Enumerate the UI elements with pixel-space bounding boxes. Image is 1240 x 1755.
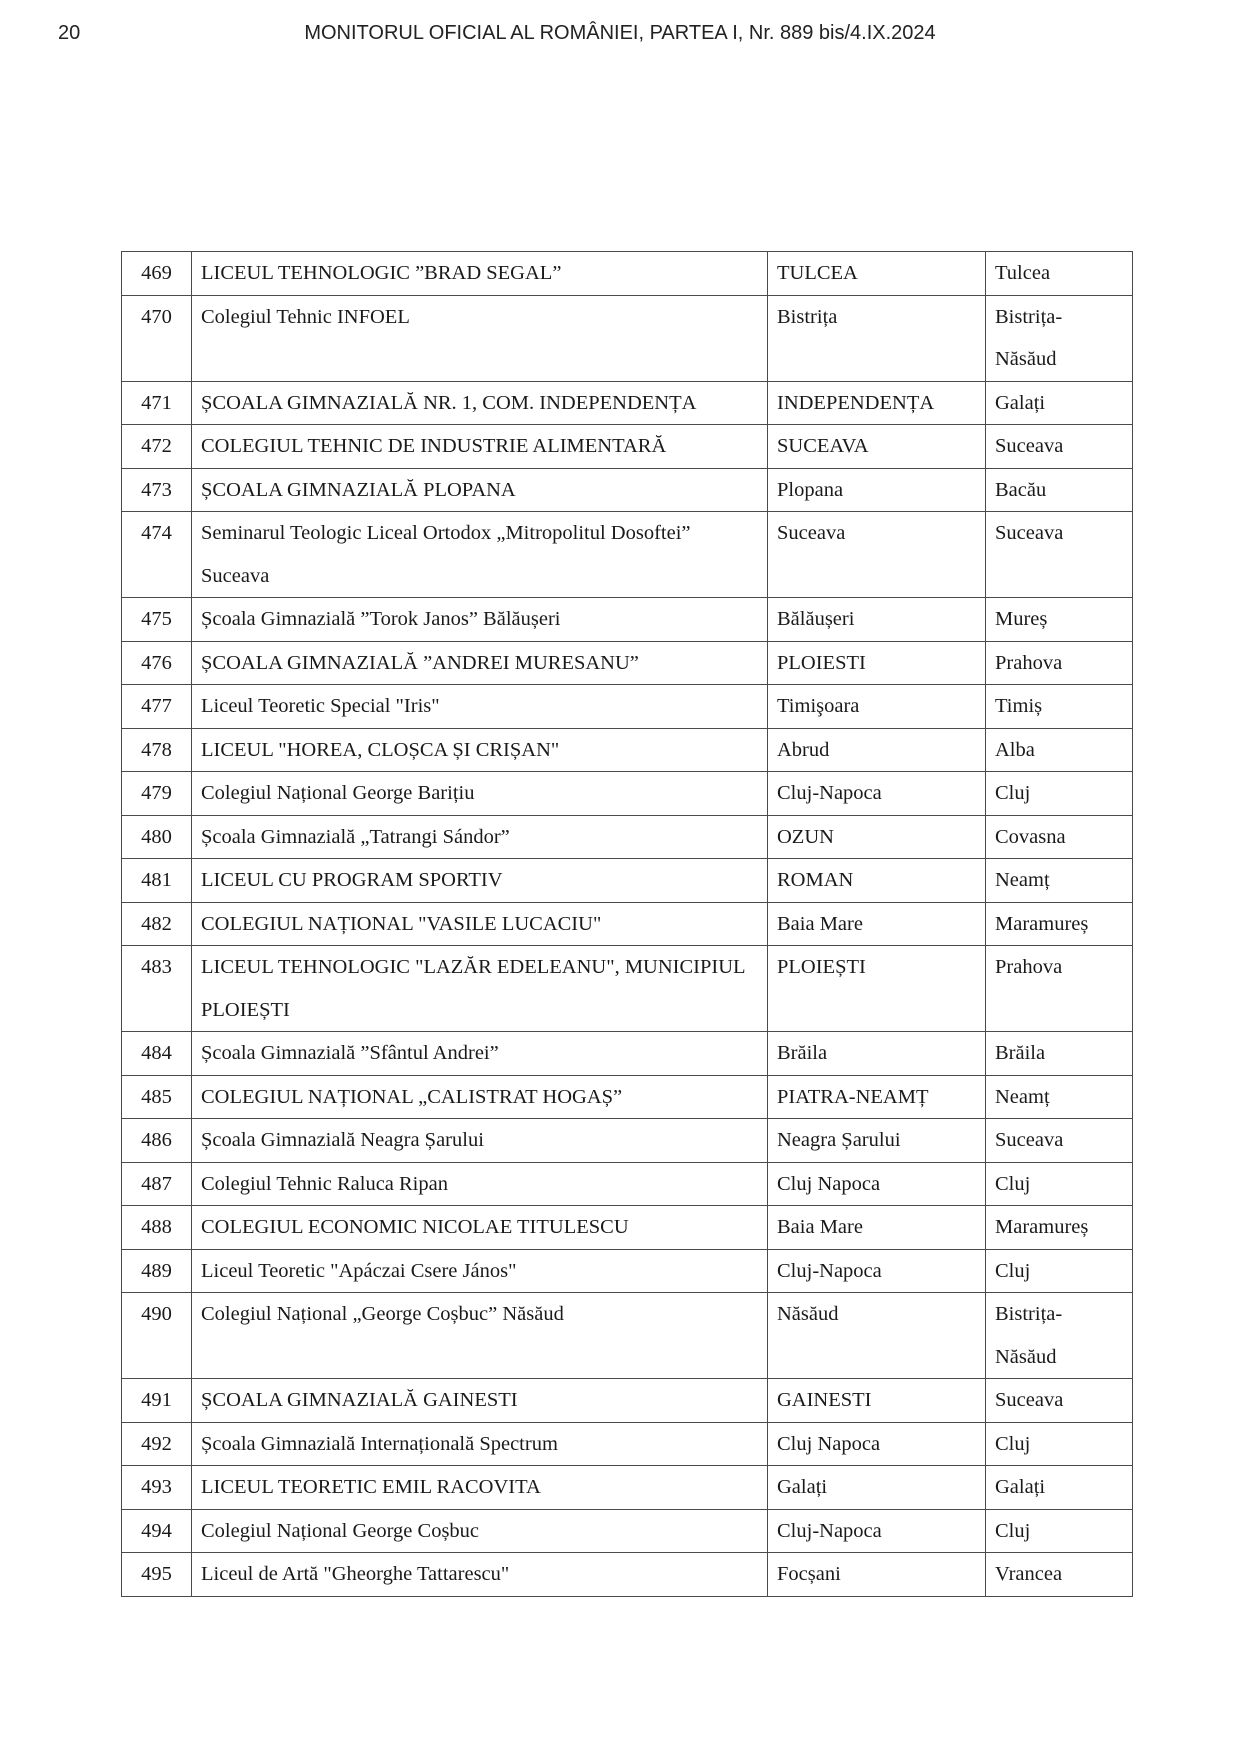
locality-cell [768, 512, 986, 598]
row-number-text: 474 [141, 522, 172, 544]
row-number-cell [122, 946, 192, 1032]
school-name-text: Liceul Teoretic Special "Iris" [201, 695, 440, 717]
row-number-cell [122, 902, 192, 946]
locality-cell [768, 1249, 986, 1293]
school-name-cell [192, 1422, 768, 1466]
locality-text: Bistrița [777, 305, 838, 328]
row-number-cell [122, 772, 192, 816]
school-name-cell [192, 512, 768, 598]
county-cell [986, 1162, 1133, 1206]
county-text: Suceava [995, 1389, 1064, 1411]
locality-cell [768, 1032, 986, 1076]
school-name-text: ȘCOALA GIMNAZIALĂ ”ANDREI MURESANU” [201, 651, 639, 674]
school-name-cell [192, 295, 768, 381]
school-name-text: Colegiul Național George Coșbuc [201, 1519, 480, 1542]
table-row [122, 685, 1133, 729]
county-text: Galați [995, 391, 1046, 414]
locality-cell [768, 815, 986, 859]
gazette-header-title: MONITORUL OFICIAL AL ROMÂNIEI, PARTEA I, Nr. 889 bis/4.IX.2024 [304, 22, 936, 44]
county-text: Galați [995, 1476, 1046, 1498]
row-number-text: 475 [141, 608, 172, 630]
row-number-text: 485 [141, 1085, 172, 1108]
county-text: Suceava [995, 435, 1064, 457]
table-row [122, 295, 1133, 381]
school-name-cell [192, 468, 768, 512]
locality-text: SUCEAVA [777, 435, 869, 457]
school-name-text: ȘCOALA GIMNAZIALĂ GAINESTI [201, 1389, 518, 1411]
row-number-cell [122, 598, 192, 642]
locality-text: GAINESTI [777, 1389, 872, 1411]
county-cell [986, 512, 1133, 598]
county-cell [986, 1553, 1133, 1597]
row-number-text: 473 [141, 478, 172, 501]
school-name-text: Colegiul Național „George Coșbuc” Năsăud [201, 1303, 564, 1325]
table-row [122, 946, 1133, 1032]
school-name-text: LICEUL CU PROGRAM SPORTIV [201, 869, 503, 891]
table-row [122, 859, 1133, 903]
locality-cell [768, 1293, 986, 1379]
row-number-text: 477 [141, 695, 172, 717]
school-name-text: COLEGIUL ECONOMIC NICOLAE TITULESCU [201, 1216, 629, 1238]
school-name-cell [192, 902, 768, 946]
school-name-cell [192, 252, 768, 296]
table-row [122, 1466, 1133, 1510]
county-cell [986, 946, 1133, 1032]
locality-text: OZUN [777, 825, 834, 848]
locality-text: Cluj Napoca [777, 1432, 881, 1455]
table-row [122, 1249, 1133, 1293]
school-name-cell [192, 1466, 768, 1510]
row-number-text: 487 [141, 1172, 172, 1195]
county-text: Cluj [995, 1519, 1031, 1542]
county-cell [986, 685, 1133, 729]
locality-text: Cluj-Napoca [777, 1259, 882, 1282]
locality-cell [768, 859, 986, 903]
row-number-text: 471 [141, 391, 172, 414]
locality-cell [768, 772, 986, 816]
school-name-text: Seminarul Teologic Liceal Ortodox „Mitropolitul Dosoftei” Suceava [201, 522, 691, 587]
row-number-text: 491 [141, 1389, 172, 1411]
county-text: Maramureș [995, 1216, 1089, 1238]
locality-text: INDEPENDENȚA [777, 391, 935, 414]
page-number: 20 [58, 22, 81, 44]
county-text: Mureș [995, 608, 1048, 630]
row-number-cell [122, 1293, 192, 1379]
row-number-cell [122, 1379, 192, 1423]
school-name-cell [192, 641, 768, 685]
row-number-cell [122, 1119, 192, 1163]
locality-cell [768, 252, 986, 296]
locality-text: Năsăud [777, 1303, 839, 1325]
county-cell [986, 641, 1133, 685]
county-cell [986, 1293, 1133, 1379]
school-name-cell [192, 772, 768, 816]
school-name-text: Colegiul Tehnic Raluca Ripan [201, 1172, 448, 1195]
locality-text: PLOIEȘTI [777, 956, 866, 978]
schools-table [121, 251, 1133, 1597]
page-header [0, 22, 1240, 52]
locality-cell [768, 641, 986, 685]
school-name-cell [192, 425, 768, 469]
locality-text: ROMAN [777, 869, 854, 891]
county-text: Bistrița-Năsăud [995, 1303, 1063, 1368]
row-number-text: 486 [141, 1129, 172, 1151]
table-row [122, 1206, 1133, 1250]
county-text: Tulcea [995, 262, 1051, 284]
school-name-text: Școala Gimnazială ”Sfântul Andrei” [201, 1042, 499, 1064]
locality-text: Cluj-Napoca [777, 782, 882, 804]
locality-text: Cluj Napoca [777, 1172, 881, 1195]
locality-text: Abrud [777, 738, 830, 761]
school-name-cell [192, 1032, 768, 1076]
school-name-text: COLEGIUL TEHNIC DE INDUSTRIE ALIMENTARĂ [201, 435, 667, 457]
row-number-text: 472 [141, 435, 172, 457]
row-number-text: 489 [141, 1259, 172, 1282]
county-text: Cluj [995, 782, 1031, 804]
school-name-cell [192, 1553, 768, 1597]
school-name-text: Colegiul Național George Barițiu [201, 782, 475, 804]
school-name-text: Școala Gimnazială ”Torok Janos” Bălăușeri [201, 608, 561, 630]
row-number-text: 494 [141, 1519, 172, 1542]
locality-cell [768, 1162, 986, 1206]
row-number-text: 495 [141, 1563, 172, 1585]
school-name-cell [192, 1206, 768, 1250]
county-cell [986, 1206, 1133, 1250]
school-name-cell [192, 946, 768, 1032]
county-cell [986, 902, 1133, 946]
table-row [122, 1162, 1133, 1206]
table-row [122, 902, 1133, 946]
school-name-text: Școala Gimnazială Internațională Spectrum [201, 1432, 558, 1455]
school-name-text: ȘCOALA GIMNAZIALĂ NR. 1, COM. INDEPENDENȚA [201, 391, 697, 414]
locality-text: Suceava [777, 522, 846, 544]
row-number-text: 490 [141, 1303, 172, 1325]
county-cell [986, 772, 1133, 816]
row-number-cell [122, 1206, 192, 1250]
row-number-cell [122, 381, 192, 425]
row-number-cell [122, 859, 192, 903]
county-cell [986, 1075, 1133, 1119]
county-cell [986, 381, 1133, 425]
school-name-cell [192, 859, 768, 903]
locality-cell [768, 425, 986, 469]
school-name-text: LICEUL TEHNOLOGIC "LAZĂR EDELEANU", MUNICIPIUL PLOIEȘTI [201, 956, 745, 1021]
county-cell [986, 1379, 1133, 1423]
school-name-cell [192, 1293, 768, 1379]
row-number-text: 479 [141, 782, 172, 804]
row-number-text: 493 [141, 1476, 172, 1498]
row-number-cell [122, 728, 192, 772]
county-text: Brăila [995, 1042, 1046, 1064]
school-name-text: Liceul Teoretic "Apáczai Csere János" [201, 1259, 517, 1282]
locality-cell [768, 946, 986, 1032]
locality-text: Neagra Șarului [777, 1129, 901, 1151]
locality-text: Bălăușeri [777, 608, 855, 630]
school-name-cell [192, 728, 768, 772]
row-number-cell [122, 425, 192, 469]
county-text: Prahova [995, 956, 1063, 978]
school-name-cell [192, 381, 768, 425]
county-text: Neamț [995, 1085, 1050, 1108]
school-name-cell [192, 815, 768, 859]
school-name-cell [192, 1379, 768, 1423]
locality-text: Baia Mare [777, 1216, 863, 1238]
county-cell [986, 1422, 1133, 1466]
row-number-cell [122, 641, 192, 685]
row-number-text: 492 [141, 1432, 172, 1455]
locality-cell [768, 295, 986, 381]
table-row [122, 1075, 1133, 1119]
locality-cell [768, 381, 986, 425]
table-row [122, 772, 1133, 816]
locality-cell [768, 1119, 986, 1163]
locality-text: Cluj-Napoca [777, 1519, 882, 1542]
table-row [122, 1379, 1133, 1423]
row-number-cell [122, 1553, 192, 1597]
locality-cell [768, 1379, 986, 1423]
locality-cell [768, 1206, 986, 1250]
row-number-cell [122, 512, 192, 598]
locality-cell [768, 685, 986, 729]
locality-text: Focșani [777, 1563, 841, 1585]
table-row [122, 252, 1133, 296]
county-cell [986, 252, 1133, 296]
county-cell [986, 468, 1133, 512]
county-text: Suceava [995, 1129, 1064, 1151]
row-number-text: 470 [141, 305, 172, 328]
county-cell [986, 728, 1133, 772]
table-row [122, 381, 1133, 425]
county-text: Bistrița-Năsăud [995, 305, 1063, 370]
row-number-cell [122, 1032, 192, 1076]
county-cell [986, 1509, 1133, 1553]
locality-text: Galați [777, 1476, 828, 1498]
school-name-cell [192, 1119, 768, 1163]
row-number-text: 483 [141, 956, 172, 978]
row-number-cell [122, 685, 192, 729]
table-row [122, 512, 1133, 598]
locality-cell [768, 598, 986, 642]
county-text: Vrancea [995, 1563, 1063, 1585]
row-number-text: 484 [141, 1042, 172, 1064]
county-text: Cluj [995, 1172, 1031, 1195]
county-text: Neamț [995, 869, 1050, 891]
row-number-cell [122, 1509, 192, 1553]
locality-cell [768, 1553, 986, 1597]
locality-cell [768, 1075, 986, 1119]
county-cell [986, 295, 1133, 381]
school-name-text: Școala Gimnazială Neagra Șarului [201, 1129, 484, 1151]
county-cell [986, 859, 1133, 903]
table-row [122, 1422, 1133, 1466]
school-name-text: Colegiul Tehnic INFOEL [201, 305, 410, 328]
county-cell [986, 598, 1133, 642]
locality-text: PIATRA-NEAMȚ [777, 1085, 929, 1108]
row-number-cell [122, 468, 192, 512]
table-row [122, 815, 1133, 859]
locality-cell [768, 728, 986, 772]
locality-text: Brăila [777, 1042, 828, 1064]
county-text: Timiș [995, 695, 1043, 717]
locality-cell [768, 1509, 986, 1553]
row-number-cell [122, 1422, 192, 1466]
school-name-cell [192, 685, 768, 729]
row-number-text: 481 [141, 869, 172, 891]
county-cell [986, 425, 1133, 469]
schools-table-body [122, 252, 1133, 1597]
school-name-text: LICEUL "HOREA, CLOȘCA ȘI CRIȘAN" [201, 738, 560, 761]
county-text: Cluj [995, 1432, 1031, 1455]
row-number-text: 480 [141, 825, 172, 848]
row-number-text: 482 [141, 912, 172, 935]
school-name-text: Școala Gimnazială „Tatrangi Sándor” [201, 825, 510, 848]
school-name-text: Liceul de Artă "Gheorghe Tattarescu" [201, 1563, 510, 1585]
row-number-cell [122, 295, 192, 381]
county-text: Bacău [995, 478, 1047, 501]
locality-cell [768, 468, 986, 512]
county-cell [986, 1119, 1133, 1163]
county-cell [986, 1466, 1133, 1510]
table-row [122, 598, 1133, 642]
row-number-text: 476 [141, 651, 172, 674]
school-name-text: LICEUL TEORETIC EMIL RACOVITA [201, 1476, 541, 1498]
county-text: Prahova [995, 651, 1063, 674]
table-row [122, 1509, 1133, 1553]
county-text: Maramureș [995, 912, 1089, 935]
county-cell [986, 1032, 1133, 1076]
table-row [122, 468, 1133, 512]
locality-cell [768, 902, 986, 946]
row-number-cell [122, 815, 192, 859]
locality-text: PLOIESTI [777, 651, 866, 674]
locality-text: TULCEA [777, 262, 858, 284]
row-number-cell [122, 1162, 192, 1206]
school-name-cell [192, 1162, 768, 1206]
locality-text: Timişoara [777, 695, 860, 717]
county-cell [986, 815, 1133, 859]
table-row [122, 1293, 1133, 1379]
row-number-cell [122, 1075, 192, 1119]
table-row [122, 641, 1133, 685]
school-name-text: LICEUL TEHNOLOGIC ”BRAD SEGAL” [201, 262, 562, 284]
school-name-text: COLEGIUL NAȚIONAL „CALISTRAT HOGAȘ” [201, 1085, 623, 1108]
county-text: Alba [995, 738, 1035, 761]
county-text: Covasna [995, 825, 1066, 848]
county-cell [986, 1249, 1133, 1293]
table-row [122, 1032, 1133, 1076]
school-name-cell [192, 598, 768, 642]
school-name-cell [192, 1509, 768, 1553]
locality-cell [768, 1422, 986, 1466]
table-row [122, 1119, 1133, 1163]
county-text: Cluj [995, 1259, 1031, 1282]
locality-text: Baia Mare [777, 912, 863, 935]
row-number-cell [122, 1466, 192, 1510]
table-row [122, 425, 1133, 469]
locality-text: Plopana [777, 478, 844, 501]
school-name-cell [192, 1075, 768, 1119]
row-number-cell [122, 252, 192, 296]
row-number-text: 488 [141, 1216, 172, 1238]
locality-cell [768, 1466, 986, 1510]
county-text: Suceava [995, 522, 1064, 544]
row-number-text: 478 [141, 738, 172, 761]
row-number-cell [122, 1249, 192, 1293]
table-row [122, 728, 1133, 772]
table-row [122, 1553, 1133, 1597]
school-name-text: COLEGIUL NAȚIONAL "VASILE LUCACIU" [201, 912, 602, 935]
school-name-text: ȘCOALA GIMNAZIALĂ PLOPANA [201, 478, 516, 501]
school-name-cell [192, 1249, 768, 1293]
row-number-text: 469 [141, 262, 172, 284]
